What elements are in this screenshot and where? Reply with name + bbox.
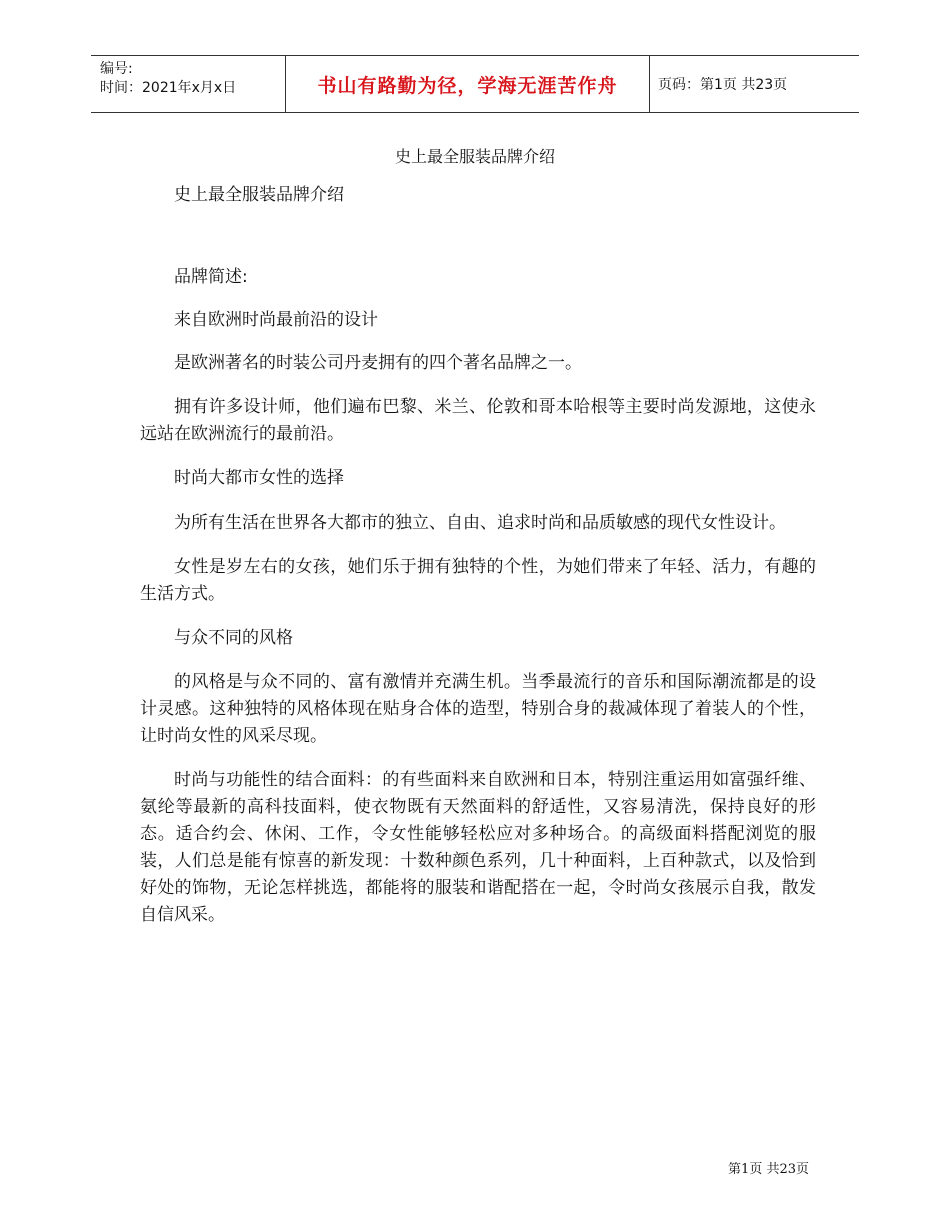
paragraph: 来自欧洲时尚最前沿的设计 [174, 310, 378, 330]
body-text [140, 182, 816, 929]
paragraph: 与众不同的风格 [174, 628, 293, 648]
header-motto: 书山有路勤为径，学海无涯苦作舟 [285, 56, 650, 112]
paragraph: 史上最全服装品牌介绍 [174, 185, 344, 205]
page-header [91, 55, 859, 113]
paragraph: 时尚与功能性的结合面料：的有些面料来自欧洲和日本，特别注重运用如富强纤维、氨纶等最新的高科技面料，使衣物既有天然面料的舒适性，又容易清洗，保持良好的形态。适合约会、休闲、工作，令女性能够轻松应对多种场合。的高级面料搭配浏览的服装，人们总是能有惊喜的新发现：十数种颜色系列，几十种面料，上百种款式，以及恰到好处的饰物，无论怎样挑选，都能将的服装和谐配搭在一起，令时尚女孩展示自我，散发自信风采。 [140, 770, 816, 925]
document-title: 史上最全服装品牌介绍 [394, 147, 555, 166]
number-label: 编号: [100, 61, 133, 77]
paragraph: 品牌简述: [174, 267, 248, 287]
paragraph: 拥有许多设计师，他们遍布巴黎、米兰、伦敦和哥本哈根等主要时尚发源地，这使永远站在欧洲流行的最前沿。 [140, 397, 816, 444]
paragraph: 女性是岁左右的女孩，她们乐于拥有独特的个性，为她们带来了年轻、活力，有趣的生活方式。 [140, 557, 816, 604]
paragraph: 的风格是与众不同的、富有激情并充满生机。当季最流行的音乐和国际潮流都是的设计灵感。这种独特的风格体现在贴身合体的造型，特别合身的裁减体现了着装人的个性，让时尚女性的风采尽现。 [140, 672, 816, 746]
header-page-label: 页码：第1页 共23页 [658, 77, 788, 93]
page-footer: 第1页 共23页 [728, 1162, 809, 1177]
paragraph: 为所有生活在世界各大都市的独立、自由、追求时尚和品质敏感的现代女性设计。 [174, 513, 786, 533]
paragraph: 是欧洲著名的时装公司丹麦拥有的四个著名品牌之一。 [174, 353, 582, 373]
header-meta [91, 56, 285, 112]
paragraph: 时尚大都市女性的选择 [174, 468, 344, 488]
time-label: 时间：2021年x月x日 [100, 80, 237, 96]
